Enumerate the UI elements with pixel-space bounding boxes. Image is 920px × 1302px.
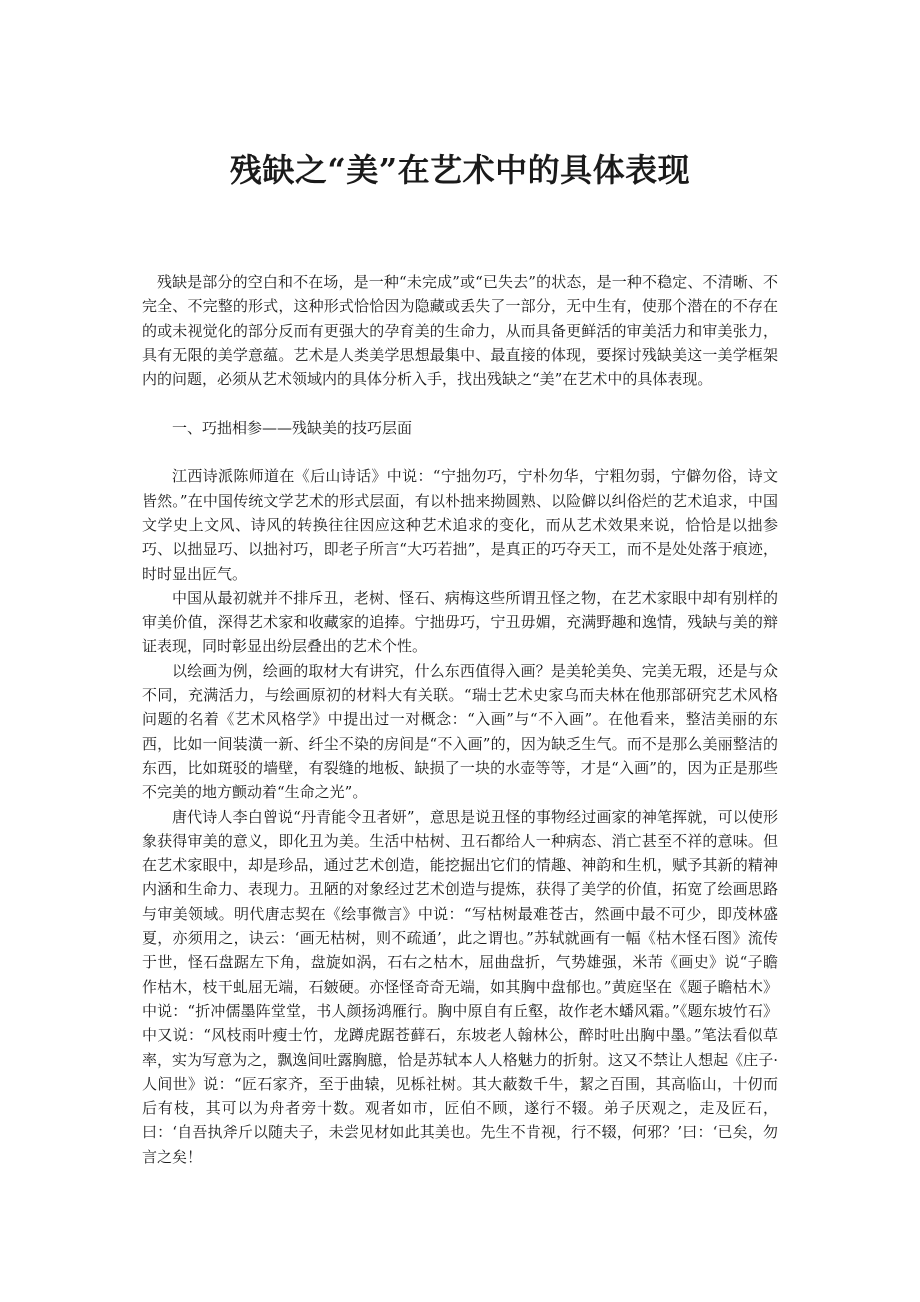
paragraph-gap [142, 391, 778, 415]
body-paragraph: 江西诗派陈师道在《后山诗话》中说：“宁拙勿巧，宁朴勿华，宁粗勿弱，宁僻勿俗，诗文皆然。”在中国传统文学艺术的形式层面，有以朴拙来拗圆熟、以险僻以纠俗烂的艺术追求，中国文学史上文风、诗风的转换往往因应这种艺术追求的变化，而从艺术效果来说，恰恰是以拙参巧、以拙显巧、以拙衬巧，即老子所言“大巧若拙”，是真正的巧夺天工，而不是处处落于痕迹，时时显出匠气。 [142, 467, 778, 583]
intro-paragraph: 残缺是部分的空白和不在场，是一种“未完成”或“已失去”的状态，是一种不稳定、不清晰、不完全、不完整的形式，这种形式恰恰因为隐藏或丢失了一部分，无中生有，使那个潜在的不存在的或未视觉化的部分反而有更强大的孕育美的生命力，从而具备更鲜活的审美活力和审美张力，具有无限的美学意蕴。艺术是人类美学思想最集中、最直接的体现，要探讨残缺美这一美学框架内的问题，必须从艺术领域内的具体分析入手，找出残缺之“美”在艺术中的具体表现。 [142, 273, 778, 389]
document-body [142, 270, 778, 1169]
paragraph-gap [142, 440, 778, 464]
body-paragraph: 以绘画为例，绘画的取材大有讲究，什么东西值得入画？是美轮美奂、完美无瑕，还是与众不同，充满活力，与绘画原初的材料大有关联。“瑞士艺术史家乌而夫林在他那部研究艺术风格问题的名着《艺术风格学》中提出过一对概念：“入画”与“不入画”。在他看来，整洁美丽的东西，比如一间装潢一新、纤尘不染的房间是“不入画”的，因为缺乏生气。而不是那么美丽整洁的东西，比如斑驳的墙壁，有裂缝的地板、缺损了一块的水壶等等，才是“入画”的，因为正是那些不完美的地方颤动着“生命之光”。 [142, 661, 778, 802]
body-paragraph: 唐代诗人李白曾说“丹青能令丑者妍”，意思是说丑怪的事物经过画家的神笔挥就，可以使形象获得审美的意义，即化丑为美。生活中枯树、丑石都给人一种病态、消亡甚至不祥的意味。但在艺术家眼中，却是珍品，通过艺术创造，能挖掘出它们的情趣、神韵和生机，赋予其新的精神内涵和生命力、表现力。丑陋的对象经过艺术创造与提炼，获得了美学的价值，拓宽了绘画思路与审美领域。明代唐志契在《绘事微言》中说：“写枯树最难苍古，然画中最不可少，即茂林盛夏，亦须用之，诀云：‘画无枯树，则不疏通’，此之谓也。”苏轼就画有一幅《枯木怪石图》流传于世，怪石盘踞左下角，盘旋如涡，石右之枯木，屈曲盘折，气势雄强，米芾《画史》说“子瞻作枯木，枝干虬屈无端，石皴硬。亦怪怪奇奇无端，如其胸中盘郁也。”黄庭坚在《题子瞻枯木》中说：“折冲儒墨阵堂堂，书人颜扬鸿雁行。胸中原自有丘壑，故作老木蟠风霜。”《题东坡竹石》中又说：“风枝雨叶瘦士竹，龙蹲虎踞苍藓石，东坡老人翰林公，醉时吐出胸中墨。”笔法看似草率，实为写意为之，飘逸间吐露胸臆，恰是苏轼本人人格魅力的折射。这又不禁让人想起《庄子·人间世》说：“匠石家齐，至于曲辕，见栎社树。其大蔽数千牛，絜之百围，其高临山，十仞而后有枝，其可以为舟者旁十数。观者如市，匠伯不顾，遂行不辍。弟子厌观之，走及匠石，曰：‘自吾执斧斤以随夫子，未尝见材如此其美也。先生不肯视，行不辍，何邪？’曰：‘已矣，勿言之矣！ [142, 807, 778, 1166]
body-paragraph: 中国从最初就并不排斥丑，老树、怪石、病梅这些所谓丑怪之物，在艺术家眼中却有别样的审美价值，深得艺术家和收藏家的追捧。宁拙毋巧，宁丑毋媚，充满野趣和逸情，残缺与美的辩证表现，同时彰显出纷层叠出的艺术个性。 [142, 588, 778, 656]
document-title: 残缺之“美”在艺术中的具体表现 [229, 151, 691, 189]
section-heading: 一、巧拙相参——残缺美的技巧层面 [172, 418, 413, 437]
